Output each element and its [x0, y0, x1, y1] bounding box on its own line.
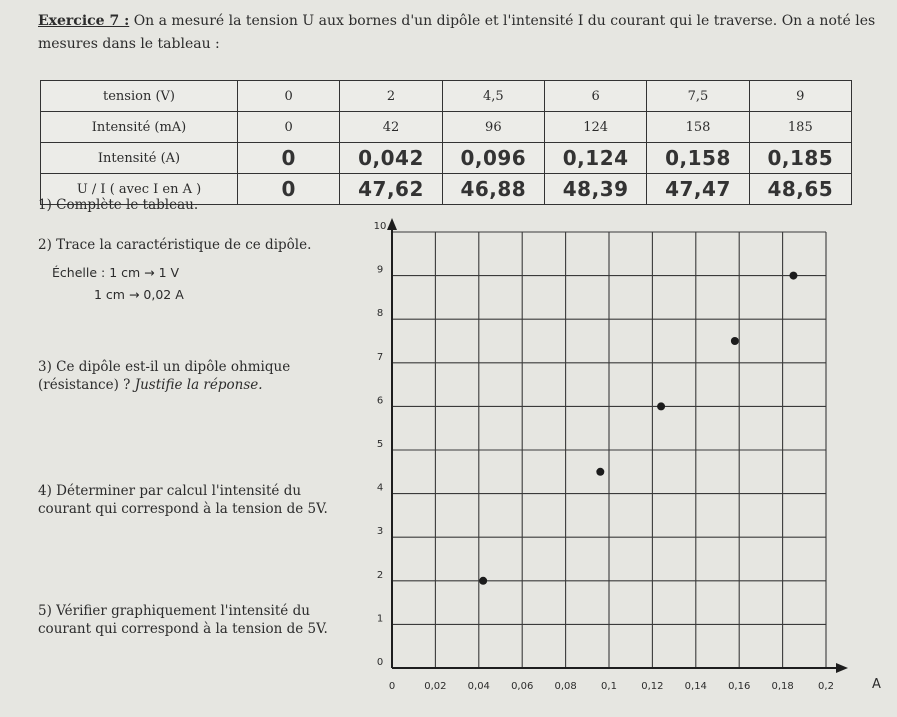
- row-header: Intensité (mA): [41, 112, 238, 143]
- handwritten-cell[interactable]: 0,096: [442, 143, 544, 174]
- row-header: Intensité (A): [41, 143, 238, 174]
- handwritten-cell[interactable]: 47,47: [647, 174, 749, 205]
- scale-current: 1 cm → 0,02 A: [94, 287, 184, 302]
- data-point: [596, 468, 604, 476]
- x-tick-label: 0,12: [641, 681, 664, 692]
- question-3-sub: (résistance) ?: [38, 377, 131, 393]
- table-cell: 7,5: [647, 81, 749, 112]
- y-tick-label: 3: [376, 526, 384, 538]
- handwritten-cell[interactable]: 48,65: [749, 174, 851, 205]
- question-2: 2) Trace la caractéristique de ce dipôle.: [38, 237, 312, 253]
- table-cell: 185: [749, 112, 851, 143]
- x-axis-arrow: [836, 663, 848, 673]
- x-tick-label: 0,14: [684, 681, 707, 692]
- table-cell: 158: [647, 112, 749, 143]
- y-tick-label: 7: [376, 351, 384, 363]
- y-tick-label: 6: [376, 395, 384, 407]
- y-tick-label: 2: [376, 569, 384, 581]
- data-point: [789, 272, 797, 280]
- table-cell: 4,5: [442, 81, 544, 112]
- y-tick-label: 1: [376, 613, 384, 625]
- data-point: [479, 577, 487, 585]
- row-header: tension (V): [41, 81, 238, 112]
- handwritten-cell[interactable]: 0,042: [340, 143, 442, 174]
- question-4-line1: 4) Déterminer par calcul l'intensité du: [38, 483, 302, 499]
- scale-title: Échelle :: [52, 265, 106, 280]
- handwritten-cell[interactable]: 48,39: [544, 174, 646, 205]
- exercise-intro: On a mesuré la tension U aux bornes d'un dipôle et l'intensité I du courant qui le traverse. On a noté les mesures dans le tableau :: [38, 13, 876, 52]
- exercise-label: Exercice 7 :: [38, 13, 130, 29]
- x-tick-label: 0,02: [424, 681, 447, 692]
- data-point: [731, 337, 739, 345]
- y-tick-label: 0: [376, 657, 384, 668]
- table-cell: 9: [749, 81, 851, 112]
- data-point: [657, 402, 665, 410]
- x-tick-label: 0,16: [728, 681, 751, 692]
- graph-ticks: [374, 221, 834, 692]
- question-1: 1) Complète le tableau.: [38, 197, 199, 213]
- table-cell: 96: [442, 112, 544, 143]
- scale-voltage: 1 cm → 1 V: [109, 265, 180, 280]
- x-tick-label: 0,1: [601, 681, 617, 692]
- handwritten-cell[interactable]: 0,158: [647, 143, 749, 174]
- x-tick-label: 0: [388, 681, 396, 692]
- x-tick-label: 0,06: [511, 681, 534, 692]
- graph-axes: [387, 218, 848, 673]
- x-tick-label: 0,08: [554, 681, 577, 692]
- question-3-main: 3) Ce dipôle est-il un dipôle ohmique: [38, 359, 291, 375]
- question-5-line1: 5) Vérifier graphiquement l'intensité du: [38, 603, 310, 619]
- y-tick-label: 10: [373, 221, 387, 232]
- y-axis-arrow: [387, 218, 397, 230]
- y-tick-label: 5: [376, 439, 384, 450]
- question-3-italic: Justifie la réponse.: [134, 377, 263, 393]
- handwritten-cell[interactable]: 47,62: [340, 174, 442, 205]
- y-tick-label: 4: [376, 482, 384, 494]
- handwritten-cell[interactable]: 0: [238, 174, 340, 205]
- table-cell: 0: [238, 112, 340, 143]
- x-tick-label: 0,18: [771, 681, 794, 692]
- handwritten-cell[interactable]: 0,124: [544, 143, 646, 174]
- y-tick-label: 9: [376, 264, 384, 276]
- table-cell: 124: [544, 112, 646, 143]
- graph-grid: [392, 232, 826, 668]
- row-header: U / I ( avec I en A ): [41, 174, 238, 205]
- x-axis-label: A: [872, 677, 881, 692]
- handwritten-cell[interactable]: 0: [238, 143, 340, 174]
- y-tick-label: 8: [376, 308, 384, 320]
- x-tick-label: 0,04: [467, 681, 490, 692]
- table-cell: 2: [340, 81, 442, 112]
- table-cell: 42: [340, 112, 442, 143]
- handwritten-cell[interactable]: 46,88: [442, 174, 544, 205]
- table-cell: 6: [544, 81, 646, 112]
- x-tick-label: 0,2: [818, 681, 834, 692]
- question-4-line2: courant qui correspond à la tension de 5V.: [38, 501, 328, 517]
- handwritten-cell[interactable]: 0,185: [749, 143, 851, 174]
- table-cell: 0: [238, 81, 340, 112]
- graph-points: [479, 272, 797, 585]
- question-5-line2: courant qui correspond à la tension de 5V.: [38, 621, 328, 637]
